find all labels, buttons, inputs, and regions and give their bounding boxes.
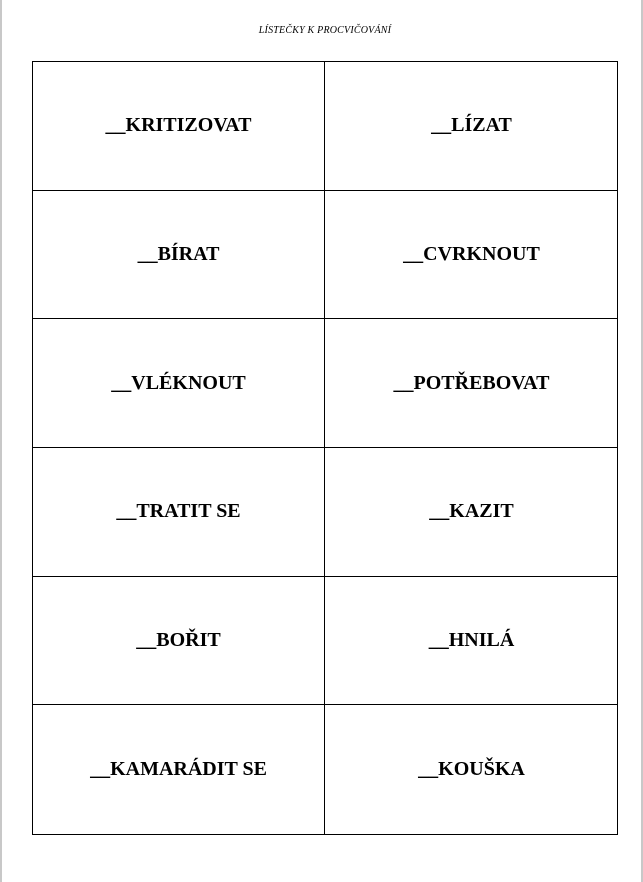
- card-r4-left: __TRATIT SE: [33, 448, 325, 577]
- card-r6-left: __KAMARÁDIT SE: [33, 705, 325, 834]
- page-header: LÍSTEČKY K PROCVIČOVÁNÍ: [258, 25, 392, 36]
- card-r2-right: __CVRKNOUT: [325, 191, 618, 320]
- card-r5-left: __BOŘIT: [33, 577, 325, 706]
- card-r5-right: __HNILÁ: [325, 577, 618, 706]
- card-r4-right: __KAZIT: [325, 448, 618, 577]
- card-r1-right: __LÍZAT: [325, 62, 618, 191]
- card-r6-right: __KOUŠKA: [418, 758, 525, 781]
- card-r1-left: __KRITIZOVAT: [33, 62, 325, 191]
- card-r2-left: __BÍRAT: [33, 191, 325, 320]
- card-r3-left: __VLÉKNOUT: [33, 319, 325, 448]
- card-r3-right: __POTŘEBOVAT: [325, 319, 618, 448]
- page-left-border: [0, 0, 2, 882]
- card-grid: [32, 61, 618, 835]
